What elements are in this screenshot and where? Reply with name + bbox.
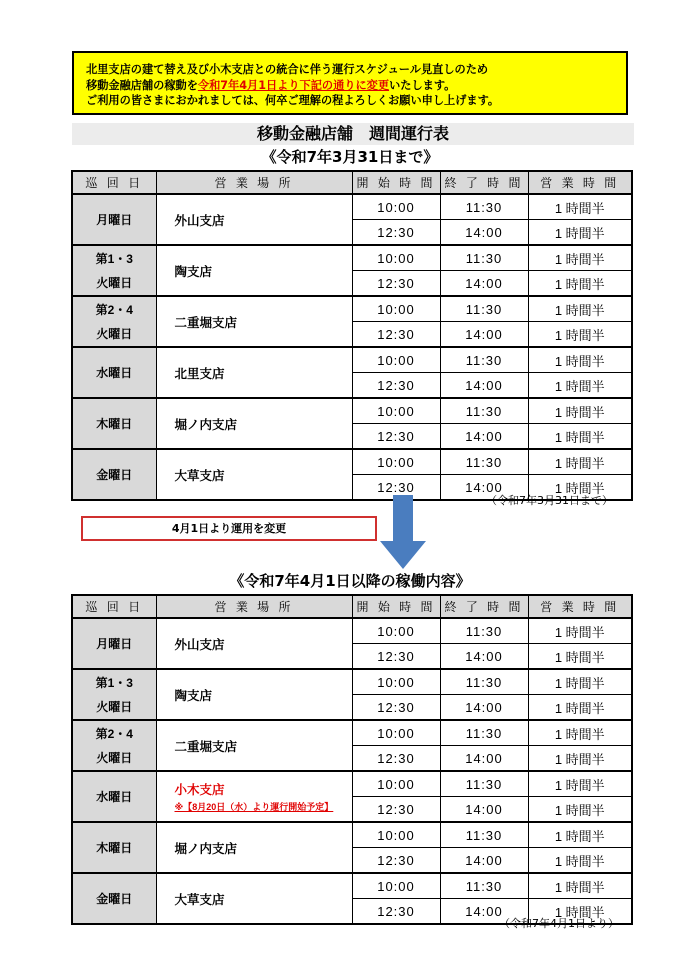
duration-cell: 1 時間半 xyxy=(528,347,632,373)
table-row xyxy=(72,194,632,220)
start-time-cell: 12:30 xyxy=(352,644,440,670)
table1-subtitle: 《令和7年3月31日まで》 xyxy=(261,148,439,166)
start-time-cell: 10:00 xyxy=(352,347,440,373)
end-time-cell: 14:00 xyxy=(440,695,528,721)
day-label: 第1・3 xyxy=(95,675,133,690)
end-time-cell: 14:00 xyxy=(440,322,528,348)
day-label: 月曜日 xyxy=(96,636,133,651)
day-label-sub: 火曜日 xyxy=(96,275,133,290)
duration-cell: 1 時間半 xyxy=(528,899,632,925)
table-header-row xyxy=(72,595,632,618)
start-time-cell: 12:30 xyxy=(352,848,440,874)
schedule-table-new xyxy=(71,594,633,925)
start-time-cell: 12:30 xyxy=(352,475,440,501)
duration-cell: 1 時間半 xyxy=(528,398,632,424)
notice-line-2 xyxy=(86,78,626,94)
branch-cell xyxy=(156,822,352,873)
header-cell: 終 了 時 間 xyxy=(440,171,528,194)
end-time-cell: 11:30 xyxy=(440,347,528,373)
start-time-cell: 12:30 xyxy=(352,322,440,348)
day-label-sub: 火曜日 xyxy=(96,750,133,765)
branch-cell xyxy=(156,720,352,771)
end-time-cell: 14:00 xyxy=(440,475,528,501)
branch-name: 堀ノ内支店 xyxy=(174,417,238,432)
start-time-cell: 10:00 xyxy=(352,771,440,797)
start-time-cell: 10:00 xyxy=(352,245,440,271)
branch-note: ※【8月20日（水）より運行開始予定】 xyxy=(174,802,334,812)
branch-name: 北里支店 xyxy=(174,366,225,381)
day-label: 水曜日 xyxy=(96,365,133,380)
end-time-cell: 11:30 xyxy=(440,398,528,424)
branch-cell xyxy=(156,347,352,398)
day-label: 木曜日 xyxy=(96,840,133,855)
duration-cell: 1 時間半 xyxy=(528,720,632,746)
day-cell xyxy=(72,347,156,398)
table2-footnote: （令和7年4月1日より） xyxy=(499,917,619,930)
notice-highlight: 令和7年4月1日より下記の通りに変更 xyxy=(197,78,390,92)
end-time-cell: 11:30 xyxy=(440,669,528,695)
start-time-cell: 10:00 xyxy=(352,449,440,475)
header-cell: 開 始 時 間 xyxy=(352,171,440,194)
branch-name: 大草支店 xyxy=(174,468,225,483)
branch-cell xyxy=(156,618,352,669)
day-label: 金曜日 xyxy=(96,891,133,906)
day-cell xyxy=(72,296,156,347)
end-time-cell: 11:30 xyxy=(440,822,528,848)
end-time-cell: 14:00 xyxy=(440,797,528,823)
day-label: 木曜日 xyxy=(96,416,133,431)
branch-name: 外山支店 xyxy=(174,213,225,228)
header-cell: 開 始 時 間 xyxy=(352,595,440,618)
duration-cell: 1 時間半 xyxy=(528,424,632,450)
branch-cell xyxy=(156,296,352,347)
table-row xyxy=(72,449,632,475)
duration-cell: 1 時間半 xyxy=(528,746,632,772)
start-time-cell: 12:30 xyxy=(352,899,440,925)
day-cell xyxy=(72,771,156,822)
end-time-cell: 14:00 xyxy=(440,746,528,772)
day-cell xyxy=(72,669,156,720)
table-row xyxy=(72,296,632,322)
day-cell xyxy=(72,822,156,873)
branch-cell xyxy=(156,873,352,924)
day-label: 月曜日 xyxy=(96,212,133,227)
duration-cell: 1 時間半 xyxy=(528,373,632,399)
branch-name: 外山支店 xyxy=(174,637,225,652)
table-row xyxy=(72,669,632,695)
start-time-cell: 12:30 xyxy=(352,373,440,399)
duration-cell: 1 時間半 xyxy=(528,220,632,246)
start-time-cell: 12:30 xyxy=(352,271,440,297)
duration-cell: 1 時間半 xyxy=(528,322,632,348)
branch-name: 二重堀支店 xyxy=(174,739,238,754)
start-time-cell: 10:00 xyxy=(352,398,440,424)
header-cell: 営 業 場 所 xyxy=(156,595,352,618)
day-label: 水曜日 xyxy=(96,789,133,804)
header-cell: 終 了 時 間 xyxy=(440,595,528,618)
table-row xyxy=(72,873,632,899)
day-label: 第2・4 xyxy=(95,726,133,741)
branch-cell xyxy=(156,245,352,296)
notice-line-2-post: いたします。 xyxy=(389,78,456,92)
duration-cell: 1 時間半 xyxy=(528,271,632,297)
branch-cell xyxy=(156,194,352,245)
start-time-cell: 10:00 xyxy=(352,720,440,746)
start-time-cell: 12:30 xyxy=(352,746,440,772)
day-cell xyxy=(72,618,156,669)
end-time-cell: 11:30 xyxy=(440,720,528,746)
end-time-cell: 14:00 xyxy=(440,220,528,246)
duration-cell: 1 時間半 xyxy=(528,695,632,721)
day-label-sub: 火曜日 xyxy=(96,326,133,341)
start-time-cell: 10:00 xyxy=(352,822,440,848)
day-cell xyxy=(72,873,156,924)
branch-name: 小木支店 xyxy=(174,783,225,797)
start-time-cell: 10:00 xyxy=(352,618,440,644)
day-cell xyxy=(72,720,156,771)
table-row xyxy=(72,822,632,848)
duration-cell: 1 時間半 xyxy=(528,296,632,322)
branch-cell xyxy=(156,449,352,500)
branch-name: 堀ノ内支店 xyxy=(174,841,238,856)
change-notice-box: 4月1日より運用を変更 xyxy=(81,516,377,541)
notice-line-1: 北里支店の建て替え及び小木支店との統合に伴う運行スケジュール見直しのため xyxy=(86,63,489,76)
start-time-cell: 10:00 xyxy=(352,873,440,899)
down-arrow-icon xyxy=(380,495,426,569)
header-cell: 巡 回 日 xyxy=(72,595,156,618)
table-row xyxy=(72,618,632,644)
header-cell: 営 業 場 所 xyxy=(156,171,352,194)
end-time-cell: 14:00 xyxy=(440,644,528,670)
day-cell xyxy=(72,194,156,245)
duration-cell: 1 時間半 xyxy=(528,475,632,501)
notice-line-2-pre: 移動金融店舗の稼動を xyxy=(86,78,198,92)
start-time-cell: 12:30 xyxy=(352,695,440,721)
table2-subtitle: 《令和7年4月1日以降の稼働内容》 xyxy=(229,572,471,590)
table-row xyxy=(72,245,632,271)
branch-cell xyxy=(156,771,352,822)
notice-box xyxy=(72,51,628,115)
table-row xyxy=(72,398,632,424)
end-time-cell: 11:30 xyxy=(440,873,528,899)
day-cell xyxy=(72,398,156,449)
table-row xyxy=(72,720,632,746)
end-time-cell: 11:30 xyxy=(440,194,528,220)
duration-cell: 1 時間半 xyxy=(528,669,632,695)
header-cell: 営 業 時 間 xyxy=(528,595,632,618)
document-title: 移動金融店舗 週間運行表 xyxy=(72,123,634,145)
schedule-table-current xyxy=(71,170,633,501)
branch-name: 大草支店 xyxy=(174,892,225,907)
header-cell: 巡 回 日 xyxy=(72,171,156,194)
end-time-cell: 14:00 xyxy=(440,271,528,297)
day-label: 第2・4 xyxy=(95,302,133,317)
start-time-cell: 10:00 xyxy=(352,669,440,695)
table1-footnote: （令和7年3月31日まで） xyxy=(486,494,613,507)
start-time-cell: 12:30 xyxy=(352,797,440,823)
duration-cell: 1 時間半 xyxy=(528,822,632,848)
day-label: 金曜日 xyxy=(96,467,133,482)
day-label: 第1・3 xyxy=(95,251,133,266)
branch-name: 陶支店 xyxy=(174,264,213,279)
branch-cell xyxy=(156,669,352,720)
end-time-cell: 11:30 xyxy=(440,245,528,271)
notice-line-3: ご利用の皆さまにおかれましては、何卒ご理解の程よろしくお願い申し上げます。 xyxy=(86,94,500,107)
end-time-cell: 11:30 xyxy=(440,771,528,797)
end-time-cell: 14:00 xyxy=(440,848,528,874)
day-cell xyxy=(72,449,156,500)
table-row xyxy=(72,771,632,797)
duration-cell: 1 時間半 xyxy=(528,873,632,899)
start-time-cell: 10:00 xyxy=(352,194,440,220)
day-label-sub: 火曜日 xyxy=(96,699,133,714)
duration-cell: 1 時間半 xyxy=(528,771,632,797)
duration-cell: 1 時間半 xyxy=(528,848,632,874)
end-time-cell: 11:30 xyxy=(440,296,528,322)
duration-cell: 1 時間半 xyxy=(528,797,632,823)
branch-cell xyxy=(156,398,352,449)
end-time-cell: 14:00 xyxy=(440,899,528,925)
header-cell: 営 業 時 間 xyxy=(528,171,632,194)
start-time-cell: 10:00 xyxy=(352,296,440,322)
duration-cell: 1 時間半 xyxy=(528,245,632,271)
end-time-cell: 11:30 xyxy=(440,618,528,644)
duration-cell: 1 時間半 xyxy=(528,194,632,220)
duration-cell: 1 時間半 xyxy=(528,644,632,670)
start-time-cell: 12:30 xyxy=(352,424,440,450)
branch-name: 陶支店 xyxy=(174,688,213,703)
end-time-cell: 14:00 xyxy=(440,373,528,399)
table-header-row xyxy=(72,171,632,194)
duration-cell: 1 時間半 xyxy=(528,449,632,475)
branch-name: 二重堀支店 xyxy=(174,315,238,330)
day-cell xyxy=(72,245,156,296)
end-time-cell: 14:00 xyxy=(440,424,528,450)
start-time-cell: 12:30 xyxy=(352,220,440,246)
table-row xyxy=(72,347,632,373)
duration-cell: 1 時間半 xyxy=(528,618,632,644)
end-time-cell: 11:30 xyxy=(440,449,528,475)
